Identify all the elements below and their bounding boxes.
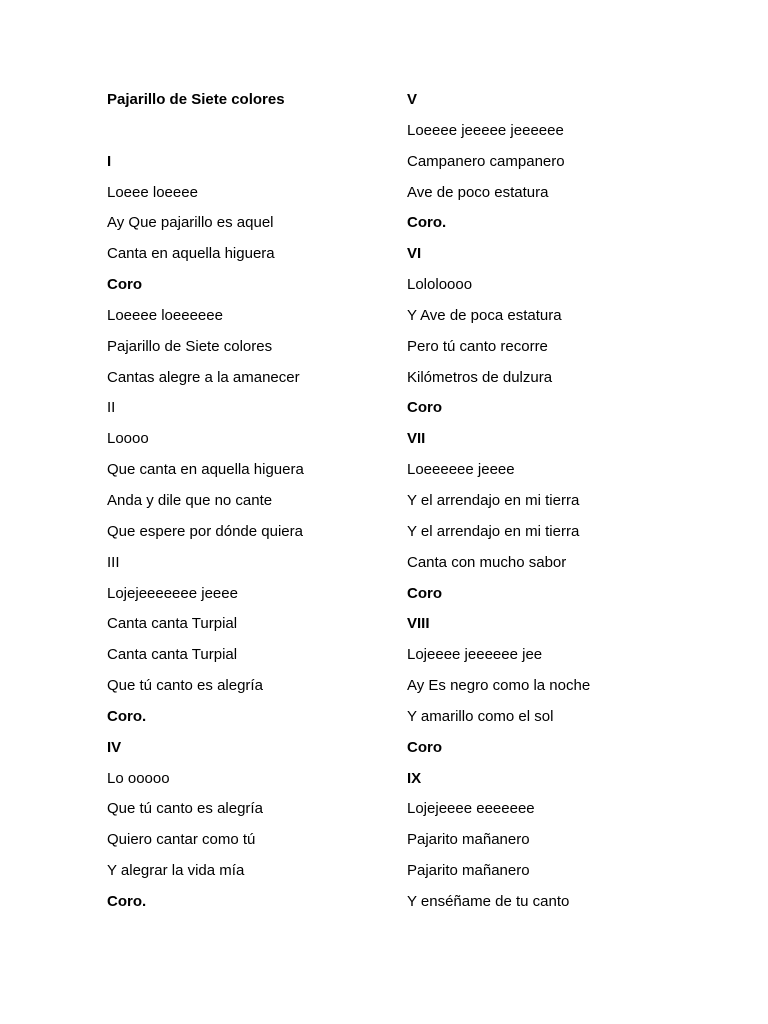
- lyric-line: Ay Es negro como la noche: [407, 677, 591, 695]
- lyric-line: Y el arrendajo en mi tierra: [407, 491, 580, 509]
- lyric-line: Loeeee loeeeeee: [107, 306, 223, 324]
- lyric-line: Loeeeeee jeeee: [407, 461, 515, 479]
- chorus-marker: Coro.: [107, 707, 147, 725]
- lyric-line: Loooo: [107, 430, 149, 448]
- lyric-line: Y enséñame de tu canto: [407, 892, 570, 910]
- lyric-line: Canta canta Turpial: [107, 615, 238, 633]
- lyric-line: Que espere por dónde quiera: [107, 522, 303, 540]
- lyric-line: Ay Que pajarillo es aquel: [107, 214, 274, 232]
- lyric-line: Ave de poco estatura: [407, 183, 549, 201]
- verse-number: IV: [107, 738, 122, 756]
- chorus-marker: Coro: [407, 738, 442, 756]
- lyric-line: Canta con mucho sabor: [407, 553, 567, 571]
- lyric-line: Y el arrendajo en mi tierra: [407, 522, 580, 540]
- lyric-line: Loeeee jeeeee jeeeeee: [407, 121, 564, 139]
- lyric-line: Y Ave de poca estatura: [407, 306, 562, 324]
- lyric-line: Que tú canto es alegría: [107, 800, 263, 818]
- blank-line: [107, 120, 387, 151]
- song-title: Pajarillo de Siete colores: [107, 91, 285, 108]
- lyric-line: Pero tú canto recorre: [407, 337, 548, 355]
- lyric-line: Que tú canto es alegría: [107, 677, 263, 695]
- lyric-line: Loeee loeeee: [107, 183, 198, 201]
- lyric-line: Kilómetros de dulzura: [407, 368, 553, 386]
- verse-number: III: [107, 553, 120, 571]
- lyric-line: Y amarillo como el sol: [407, 707, 554, 725]
- lyric-line: Pajarito mañanero: [407, 831, 530, 849]
- lyric-line: Lojeeee jeeeeee jee: [407, 646, 543, 664]
- chorus-marker: Coro.: [107, 892, 147, 910]
- verse-number: I: [107, 152, 112, 170]
- right-lyrics-column: [407, 89, 707, 922]
- lyric-line: Lojejeeee eeeeeee: [407, 800, 535, 818]
- lyric-line: Lo ooooo: [107, 769, 170, 787]
- verse-number: VII: [407, 430, 426, 448]
- chorus-marker: Coro: [407, 399, 442, 417]
- verse-number: V: [407, 91, 418, 108]
- lyric-line: Cantas alegre a la amanecer: [107, 368, 300, 386]
- verse-number: VIII: [407, 615, 430, 633]
- lyric-line: Pajarito mañanero: [407, 862, 530, 880]
- lyric-line: Quiero cantar como tú: [107, 831, 256, 849]
- lyric-line: Canta canta Turpial: [107, 646, 238, 664]
- lyric-line: Anda y dile que no cante: [107, 491, 273, 509]
- lyric-line: Canta en aquella higuera: [107, 245, 275, 263]
- lyric-line: Y alegrar la vida mía: [107, 862, 245, 880]
- verse-number: II: [107, 399, 116, 417]
- chorus-marker: Coro: [107, 276, 142, 294]
- left-lyrics-column: [107, 89, 387, 922]
- verse-number: IX: [407, 769, 422, 787]
- lyric-line: Lololoooo: [407, 276, 473, 294]
- lyric-line: Que canta en aquella higuera: [107, 461, 304, 479]
- verse-number: VI: [407, 245, 422, 263]
- lyric-line: Campanero campanero: [407, 152, 565, 170]
- chorus-marker: Coro.: [407, 214, 447, 232]
- lyric-line: Pajarillo de Siete colores: [107, 337, 273, 355]
- chorus-marker: Coro: [407, 584, 442, 602]
- lyric-line: Lojejeeeeeee jeeee: [107, 584, 238, 602]
